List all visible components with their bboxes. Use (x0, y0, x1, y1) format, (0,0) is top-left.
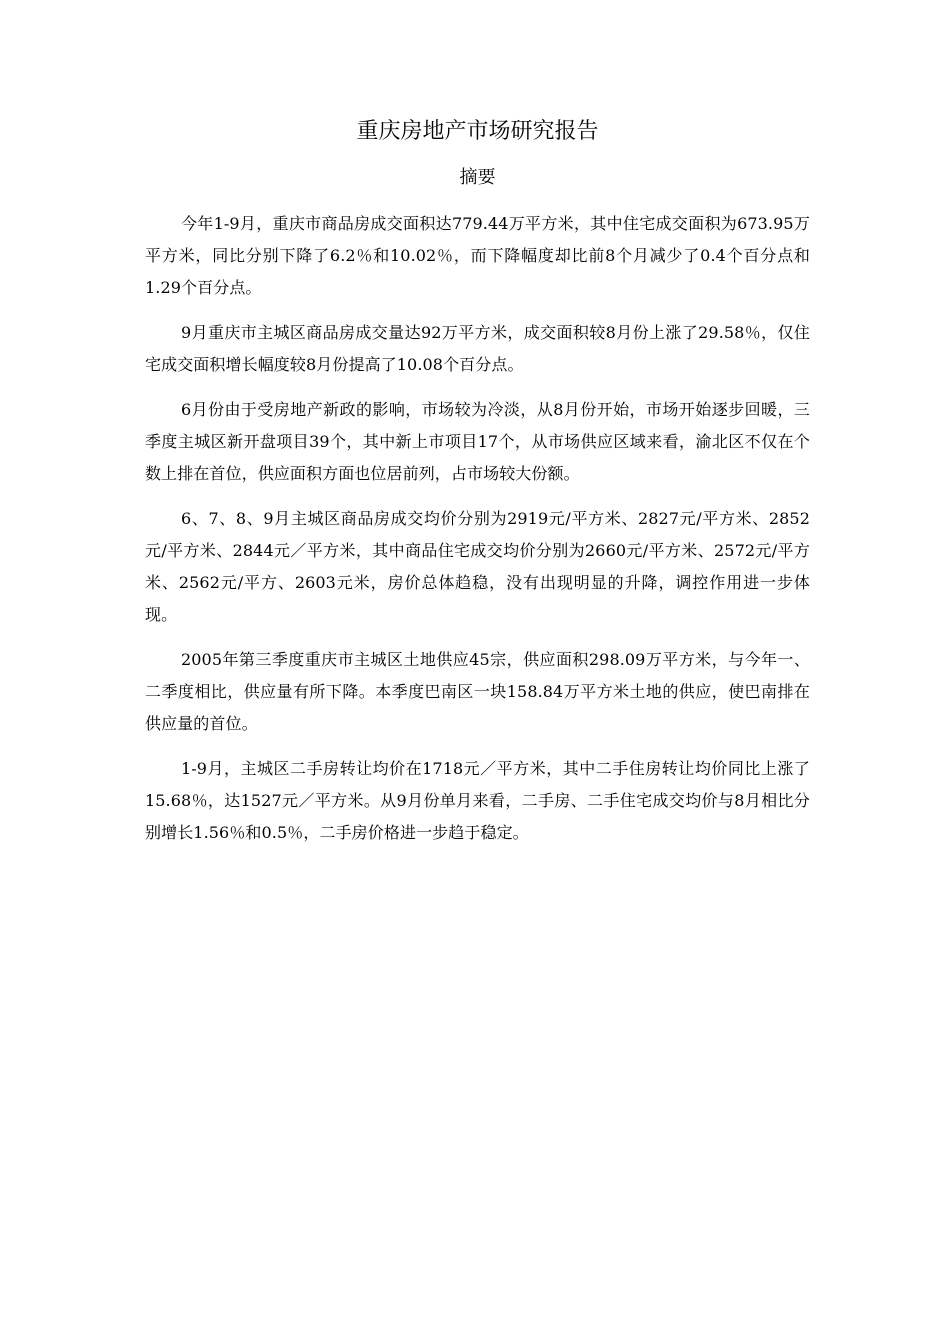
paragraph-2: 9月重庆市主城区商品房成交量达92万平方米，成交面积较8月份上涨了29.58％，仅住宅成交面积增长幅度较8月份提高了10.08个百分点。 (145, 323, 810, 374)
paragraph-1: 今年1-9月，重庆市商品房成交面积达779.44万平方米，其中住宅成交面积为673.95万平方米，同比分别下降了6.2％和10.02％，而下降幅度却比前8个月减少了0.4个百分点和1.29个百分点。 (145, 214, 810, 297)
paragraph-4: 6、7、8、9月主城区商品房成交均价分别为2919元/平方米、2827元/平方米、2852元/平方米、2844元／平方米，其中商品住宅成交均价分别为2660元/平方米、2572元/平方米、2562元/平方、2603元米，房价总体趋稳，没有出现明显的升降，调控作用进一步体现。 (145, 509, 810, 624)
paragraph-5: 2005年第三季度重庆市主城区土地供应45宗，供应面积298.09万平方米，与今年一、二季度相比，供应量有所下降。本季度巴南区一块158.84万平方米土地的供应，使巴南排在供应量的首位。 (145, 650, 810, 733)
document-subtitle: 摘要 (459, 167, 496, 188)
document-title: 重庆房地产市场研究报告 (356, 119, 599, 144)
paragraph-6: 1-9月，主城区二手房转让均价在1718元／平方米，其中二手住房转让均价同比上涨了15.68％，达1527元／平方米。从9月份单月来看，二手房、二手住宅成交均价与8月相比分别增长1.56％和0.5％，二手房价格进一步趋于稳定。 (145, 759, 810, 842)
paragraph-3: 6月份由于受房地产新政的影响，市场较为冷淡，从8月份开始，市场开始逐步回暖，三季度主城区新开盘项目39个，其中新上市项目17个，从市场供应区域来看，渝北区不仅在个数上排在首位，供应面积方面也位居前列，占市场较大份额。 (145, 400, 810, 483)
document-body (145, 112, 810, 862)
